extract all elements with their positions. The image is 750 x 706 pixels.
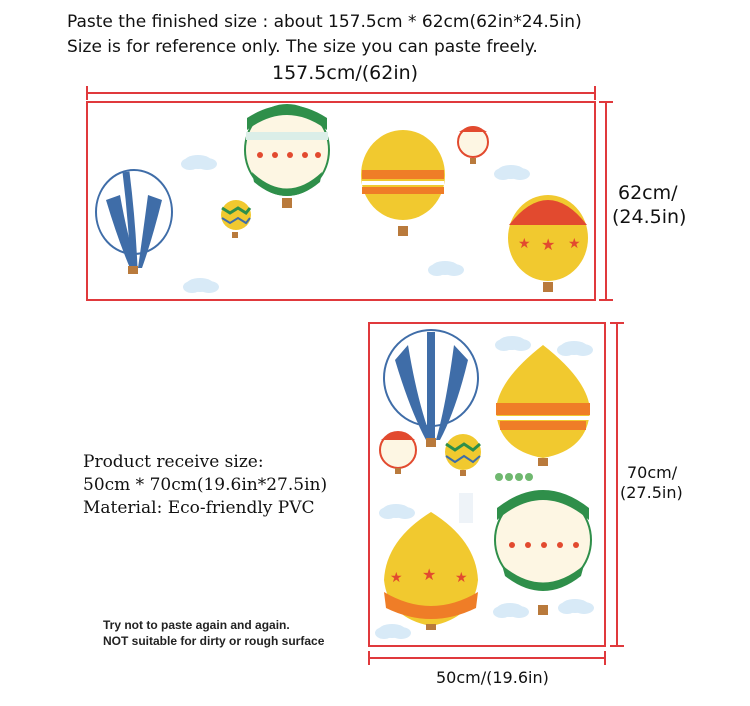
cloud-icon (557, 341, 593, 356)
finished-width-label: 157.5cm/(62in) (272, 62, 419, 84)
finished-height-label-2: (24.5in) (612, 206, 687, 228)
sheet-blue-balloon-icon (384, 330, 478, 447)
sheet-height-label-1: 70cm/ (627, 463, 678, 482)
header-line-1: Paste the finished size : about 157.5cm * 62cm(62in*24.5in) (67, 12, 582, 32)
sheet-small-chevron-balloon-icon (445, 434, 481, 476)
sheet-yellow-balloon-icon (496, 345, 590, 466)
sheet-green-balloon-icon (495, 490, 591, 615)
finished-height-label-1: 62cm/ (618, 182, 678, 204)
cloud-icon (375, 624, 411, 639)
sheet-small-red-balloon-icon (380, 432, 416, 474)
sheet-red-star-balloon-icon (384, 512, 478, 630)
header-line-2: Size is for reference only. The size you can paste freely. (67, 37, 538, 57)
svg-text:★: ★ (455, 570, 468, 586)
svg-text:★: ★ (518, 236, 531, 252)
product-size-value: 50cm * 70cm(19.6in*27.5in) (83, 475, 328, 495)
product-size-title: Product receive size: (83, 452, 264, 472)
svg-text:★: ★ (390, 570, 403, 586)
note-line-1: Try not to paste again and again. (103, 618, 290, 632)
cloud-icon (379, 504, 415, 519)
svg-text:★: ★ (541, 235, 556, 254)
cloud-icon (558, 599, 594, 614)
cloud-icon (493, 603, 529, 618)
note-line-2: NOT suitable for dirty or rough surface (103, 634, 325, 648)
product-material: Material: Eco-friendly PVC (83, 498, 315, 518)
sheet-width-label: 50cm/(19.6in) (436, 668, 549, 687)
cloud-icon (495, 336, 531, 351)
svg-text:★: ★ (422, 565, 437, 584)
svg-text:★: ★ (568, 236, 581, 252)
sheet-height-label-2: (27.5in) (620, 483, 683, 502)
